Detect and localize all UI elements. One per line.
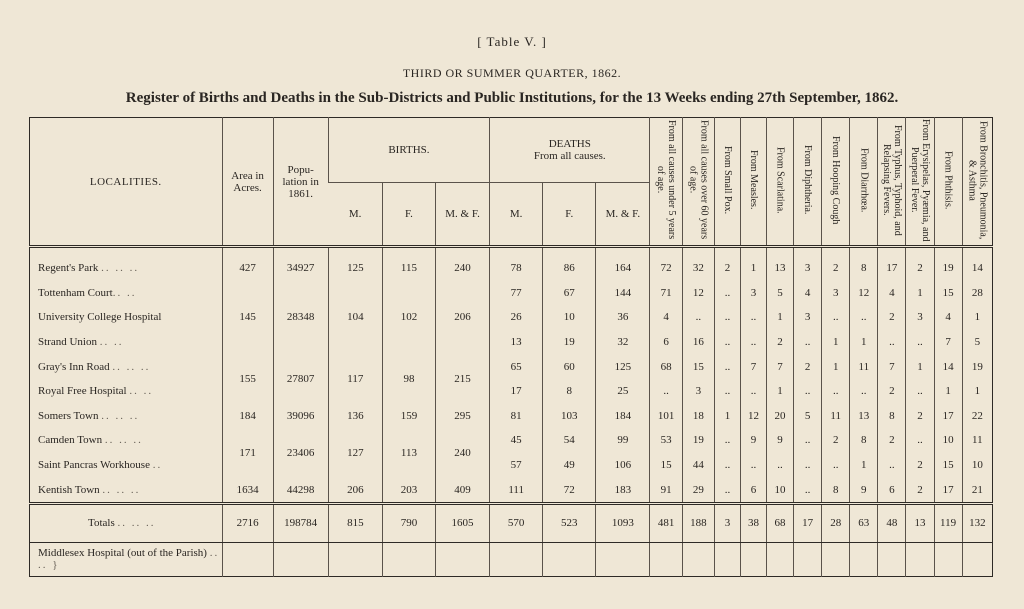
cause-cell: 7 bbox=[740, 354, 766, 379]
births-f-cell: 790 bbox=[382, 503, 435, 542]
empty-cell bbox=[794, 542, 822, 576]
births-m-header: M. bbox=[328, 183, 382, 247]
smallpox-header-text: From Small Pox. bbox=[721, 145, 733, 215]
localities-header: LOCALITIES. bbox=[30, 118, 223, 247]
scarlatina-header bbox=[767, 118, 794, 247]
cause-cell: 1 bbox=[740, 247, 766, 281]
deaths-f-cell: 49 bbox=[543, 453, 596, 478]
cause-cell: 15 bbox=[650, 453, 682, 478]
diphtheria-header bbox=[794, 118, 822, 247]
deaths-mf-cell: 184 bbox=[596, 404, 650, 429]
table-row bbox=[30, 281, 993, 306]
cause-cell: .. bbox=[794, 453, 822, 478]
empty-cell bbox=[906, 542, 934, 576]
table-row bbox=[30, 247, 993, 281]
cause-cell: 1 bbox=[850, 453, 878, 478]
locality-name: Gray's Inn Road .. .. .. bbox=[38, 360, 151, 373]
area-cell: 145 bbox=[222, 281, 273, 355]
deaths-f-cell: 86 bbox=[543, 247, 596, 281]
cause-cell: 15 bbox=[934, 453, 962, 478]
cause-cell: 119 bbox=[934, 503, 962, 542]
cause-cell: 10 bbox=[767, 477, 794, 503]
cause-cell: 6 bbox=[650, 330, 682, 355]
hooping-cough-header bbox=[822, 118, 850, 247]
deaths-m-cell: 111 bbox=[490, 477, 543, 503]
empty-cell bbox=[934, 542, 962, 576]
cause-cell: 1 bbox=[767, 379, 794, 404]
cause-cell: 1 bbox=[906, 281, 934, 306]
totals-row bbox=[30, 503, 993, 542]
cause-cell: .. bbox=[714, 379, 740, 404]
cause-cell: 12 bbox=[850, 281, 878, 306]
bronchitis-header bbox=[962, 118, 992, 247]
locality-name: Royal Free Hospital .. .. bbox=[38, 385, 154, 398]
cause-cell: .. bbox=[714, 477, 740, 503]
locality-name: Strand Union .. .. bbox=[38, 336, 124, 349]
cause-cell: 14 bbox=[962, 247, 992, 281]
over60-header-text: From all causes over 60 years of age. bbox=[687, 120, 710, 240]
bronchitis-header-text: From Bronchitis, Pneumonia, & Asthma bbox=[966, 120, 989, 240]
cause-cell: 38 bbox=[740, 503, 766, 542]
deaths-mf-cell: 164 bbox=[596, 247, 650, 281]
births-mf-cell: 295 bbox=[435, 404, 489, 429]
scarlatina-header-text: From Scarlatina. bbox=[774, 146, 786, 214]
cause-cell: 3 bbox=[740, 281, 766, 306]
cause-cell: 5 bbox=[767, 281, 794, 306]
cause-cell: 11 bbox=[822, 404, 850, 429]
deaths-header-line1: DEATHS bbox=[548, 138, 591, 150]
locality-name: Regent's Park .. .. .. bbox=[38, 262, 140, 275]
cause-cell: 17 bbox=[934, 404, 962, 429]
cause-cell: 1 bbox=[822, 330, 850, 355]
cause-cell: 15 bbox=[682, 354, 714, 379]
cause-cell: 19 bbox=[962, 354, 992, 379]
cause-cell: 6 bbox=[740, 477, 766, 503]
typhus-header-text: From Typhus, Typhoid, and Relapsing Fevers. bbox=[880, 124, 903, 236]
cause-cell: 2 bbox=[878, 379, 906, 404]
empty-cell bbox=[650, 542, 682, 576]
deaths-m-cell: 17 bbox=[490, 379, 543, 404]
cause-cell: .. bbox=[714, 453, 740, 478]
cause-cell: .. bbox=[740, 379, 766, 404]
empty-cell bbox=[273, 542, 328, 576]
cause-cell: 9 bbox=[850, 477, 878, 503]
cause-cell: 19 bbox=[682, 428, 714, 453]
deaths-f-cell: 60 bbox=[543, 354, 596, 379]
cause-cell: 188 bbox=[682, 503, 714, 542]
area-cell: 155 bbox=[222, 354, 273, 403]
births-f-cell: 98 bbox=[382, 354, 435, 403]
deaths-mf-cell: 36 bbox=[596, 305, 650, 330]
cause-cell: 20 bbox=[767, 404, 794, 429]
deaths-f-cell: 54 bbox=[543, 428, 596, 453]
cause-cell: .. bbox=[822, 379, 850, 404]
cause-cell: .. bbox=[714, 305, 740, 330]
register-table bbox=[29, 117, 993, 577]
cause-cell: 3 bbox=[794, 247, 822, 281]
cause-cell: 63 bbox=[850, 503, 878, 542]
cause-cell: 2 bbox=[794, 354, 822, 379]
cause-cell: .. bbox=[794, 330, 822, 355]
births-mf-cell: 240 bbox=[435, 247, 489, 281]
cause-cell: .. bbox=[878, 453, 906, 478]
deaths-m-cell: 570 bbox=[490, 503, 543, 542]
cause-cell: 13 bbox=[767, 247, 794, 281]
area-cell: 1634 bbox=[222, 477, 273, 503]
births-m-cell: 104 bbox=[328, 281, 382, 355]
deaths-mf-cell: 106 bbox=[596, 453, 650, 478]
cause-cell: 16 bbox=[682, 330, 714, 355]
population-cell: 39096 bbox=[273, 404, 328, 429]
deaths-header-line2: From all causes. bbox=[533, 150, 606, 162]
diphtheria-header-text: From Diphtheria. bbox=[802, 145, 814, 215]
cause-cell: 3 bbox=[822, 281, 850, 306]
middlesex-row bbox=[30, 542, 993, 576]
cause-cell: 71 bbox=[650, 281, 682, 306]
population-cell: 44298 bbox=[273, 477, 328, 503]
totals-label: Totals .. .. .. bbox=[30, 503, 223, 542]
deaths-mf-cell: 25 bbox=[596, 379, 650, 404]
deaths-f-header: F. bbox=[543, 183, 596, 247]
cause-cell: 2 bbox=[878, 428, 906, 453]
births-m-cell: 136 bbox=[328, 404, 382, 429]
births-mf-header: M. & F. bbox=[435, 183, 489, 247]
deaths-m-cell: 81 bbox=[490, 404, 543, 429]
population-cell: 27807 bbox=[273, 354, 328, 403]
cause-cell: 29 bbox=[682, 477, 714, 503]
deaths-m-cell: 65 bbox=[490, 354, 543, 379]
empty-cell bbox=[490, 542, 543, 576]
deaths-header bbox=[490, 118, 650, 183]
deaths-mf-header: M. & F. bbox=[596, 183, 650, 247]
phthisis-header bbox=[934, 118, 962, 247]
table-row bbox=[30, 453, 993, 478]
cause-cell: 2 bbox=[714, 247, 740, 281]
cause-cell: 17 bbox=[878, 247, 906, 281]
births-f-cell: 159 bbox=[382, 404, 435, 429]
deaths-f-cell: 103 bbox=[543, 404, 596, 429]
cause-cell: 1 bbox=[822, 354, 850, 379]
under5-header bbox=[650, 118, 682, 247]
cause-cell: 481 bbox=[650, 503, 682, 542]
cause-cell: .. bbox=[714, 330, 740, 355]
cause-cell: 91 bbox=[650, 477, 682, 503]
cause-cell: 3 bbox=[714, 503, 740, 542]
cause-cell: 48 bbox=[878, 503, 906, 542]
empty-cell bbox=[878, 542, 906, 576]
cause-cell: .. bbox=[682, 305, 714, 330]
table-row bbox=[30, 379, 993, 404]
locality-name: University College Hospital bbox=[38, 311, 162, 324]
empty-cell bbox=[822, 542, 850, 576]
births-f-cell: 102 bbox=[382, 281, 435, 355]
births-m-cell: 117 bbox=[328, 354, 382, 403]
deaths-f-cell: 72 bbox=[543, 477, 596, 503]
empty-cell bbox=[714, 542, 740, 576]
table-row bbox=[30, 330, 993, 355]
cause-cell: .. bbox=[878, 330, 906, 355]
births-mf-cell: 1605 bbox=[435, 503, 489, 542]
locality-name: Kentish Town .. .. .. bbox=[38, 483, 141, 496]
cause-cell: 7 bbox=[934, 330, 962, 355]
cause-cell: 68 bbox=[650, 354, 682, 379]
locality-name: Somers Town .. .. .. bbox=[38, 409, 140, 422]
cause-cell: .. bbox=[794, 477, 822, 503]
cause-cell: 1 bbox=[850, 330, 878, 355]
cause-cell: .. bbox=[850, 305, 878, 330]
cause-cell: 9 bbox=[767, 428, 794, 453]
empty-cell bbox=[382, 542, 435, 576]
cause-cell: .. bbox=[906, 379, 934, 404]
area-cell: 2716 bbox=[222, 503, 273, 542]
cause-cell: 15 bbox=[934, 281, 962, 306]
deaths-mf-cell: 183 bbox=[596, 477, 650, 503]
cause-cell: .. bbox=[906, 330, 934, 355]
cause-cell: .. bbox=[740, 305, 766, 330]
cause-cell: .. bbox=[714, 354, 740, 379]
cause-cell: .. bbox=[794, 428, 822, 453]
cause-cell: 28 bbox=[962, 281, 992, 306]
locality-name: Tottenham Court.. .. bbox=[38, 286, 137, 299]
deaths-f-cell: 19 bbox=[543, 330, 596, 355]
births-m-cell: 815 bbox=[328, 503, 382, 542]
empty-cell bbox=[222, 542, 273, 576]
deaths-m-cell: 13 bbox=[490, 330, 543, 355]
cause-cell: 1 bbox=[934, 379, 962, 404]
population-cell: 198784 bbox=[273, 503, 328, 542]
population-cell: 34927 bbox=[273, 247, 328, 281]
cause-cell: 4 bbox=[794, 281, 822, 306]
measles-header-text: From Measles. bbox=[747, 150, 759, 210]
births-f-cell: 115 bbox=[382, 247, 435, 281]
cause-cell: 2 bbox=[767, 330, 794, 355]
cause-cell: 19 bbox=[934, 247, 962, 281]
diarrhoea-header bbox=[850, 118, 878, 247]
cause-cell: 11 bbox=[962, 428, 992, 453]
table-row bbox=[30, 404, 993, 429]
empty-cell bbox=[596, 542, 650, 576]
deaths-m-cell: 57 bbox=[490, 453, 543, 478]
typhus-header bbox=[878, 118, 906, 247]
hooping-cough-header-text: From Hooping Cough bbox=[830, 135, 842, 225]
erysipelas-header bbox=[906, 118, 934, 247]
cause-cell: 1 bbox=[906, 354, 934, 379]
births-mf-cell: 206 bbox=[435, 281, 489, 355]
cause-cell: 1 bbox=[714, 404, 740, 429]
cause-cell: 4 bbox=[934, 305, 962, 330]
deaths-m-header: M. bbox=[490, 183, 543, 247]
births-m-cell: 127 bbox=[328, 428, 382, 477]
cause-cell: 2 bbox=[906, 404, 934, 429]
population-cell: 23406 bbox=[273, 428, 328, 477]
births-m-cell: 125 bbox=[328, 247, 382, 281]
cause-cell: .. bbox=[740, 330, 766, 355]
cause-cell: 7 bbox=[878, 354, 906, 379]
births-header: BIRTHS. bbox=[328, 118, 489, 183]
deaths-f-cell: 8 bbox=[543, 379, 596, 404]
cause-cell: 17 bbox=[934, 477, 962, 503]
births-f-cell: 203 bbox=[382, 477, 435, 503]
erysipelas-header-text: From Erysipelas, Pyæmia, and Puerperal Fever. bbox=[908, 118, 931, 242]
deaths-m-cell: 26 bbox=[490, 305, 543, 330]
births-f-header: F. bbox=[382, 183, 435, 247]
cause-cell: 18 bbox=[682, 404, 714, 429]
cause-cell: 12 bbox=[682, 281, 714, 306]
cause-cell: 28 bbox=[822, 503, 850, 542]
cause-cell: 10 bbox=[962, 453, 992, 478]
population-header: Popu- lation in 1861. bbox=[273, 118, 328, 247]
cause-cell: .. bbox=[850, 379, 878, 404]
empty-cell bbox=[767, 542, 794, 576]
deaths-f-cell: 523 bbox=[543, 503, 596, 542]
cause-cell: 3 bbox=[906, 305, 934, 330]
smallpox-header bbox=[714, 118, 740, 247]
cause-cell: 1 bbox=[962, 379, 992, 404]
cause-cell: .. bbox=[822, 453, 850, 478]
births-mf-cell: 409 bbox=[435, 477, 489, 503]
cause-cell: 13 bbox=[906, 503, 934, 542]
cause-cell: 1 bbox=[962, 305, 992, 330]
empty-cell bbox=[682, 542, 714, 576]
cause-cell: .. bbox=[767, 453, 794, 478]
cause-cell: 72 bbox=[650, 247, 682, 281]
empty-cell bbox=[850, 542, 878, 576]
cause-cell: 2 bbox=[822, 247, 850, 281]
quarter-heading: THIRD OR SUMMER QUARTER, 1862. bbox=[402, 66, 622, 80]
empty-cell bbox=[962, 542, 992, 576]
cause-cell: .. bbox=[650, 379, 682, 404]
locality-name: Saint Pancras Workhouse .. bbox=[38, 459, 163, 472]
locality-name: Middlesex Hospital (out of the Parish) .. .. } bbox=[38, 547, 220, 572]
deaths-mf-cell: 144 bbox=[596, 281, 650, 306]
cause-cell: 101 bbox=[650, 404, 682, 429]
cause-cell: 1 bbox=[767, 305, 794, 330]
cause-cell: 2 bbox=[906, 453, 934, 478]
cause-cell: 4 bbox=[878, 281, 906, 306]
table-row bbox=[30, 354, 993, 379]
diarrhoea-header-text: From Diarrhœa. bbox=[858, 147, 870, 213]
cause-cell: 132 bbox=[962, 503, 992, 542]
births-m-cell: 206 bbox=[328, 477, 382, 503]
area-cell: 171 bbox=[222, 428, 273, 477]
deaths-m-cell: 78 bbox=[490, 247, 543, 281]
cause-cell: 10 bbox=[934, 428, 962, 453]
cause-cell: 2 bbox=[878, 305, 906, 330]
deaths-mf-cell: 125 bbox=[596, 354, 650, 379]
cause-cell: 3 bbox=[682, 379, 714, 404]
deaths-m-cell: 77 bbox=[490, 281, 543, 306]
cause-cell: 32 bbox=[682, 247, 714, 281]
cause-cell: 5 bbox=[794, 404, 822, 429]
cause-cell: 9 bbox=[740, 428, 766, 453]
cause-cell: 8 bbox=[850, 428, 878, 453]
cause-cell: 7 bbox=[767, 354, 794, 379]
cause-cell: 5 bbox=[962, 330, 992, 355]
cause-cell: 2 bbox=[822, 428, 850, 453]
births-mf-cell: 240 bbox=[435, 428, 489, 477]
measles-header bbox=[740, 118, 766, 247]
cause-cell: 13 bbox=[850, 404, 878, 429]
phthisis-header-text: From Phthisis. bbox=[942, 150, 954, 210]
empty-cell bbox=[740, 542, 766, 576]
cause-cell: 8 bbox=[850, 247, 878, 281]
cause-cell: .. bbox=[822, 305, 850, 330]
cause-cell: .. bbox=[714, 281, 740, 306]
area-cell: 184 bbox=[222, 404, 273, 429]
cause-cell: 6 bbox=[878, 477, 906, 503]
cause-cell: 8 bbox=[878, 404, 906, 429]
cause-cell: 8 bbox=[822, 477, 850, 503]
cause-cell: 53 bbox=[650, 428, 682, 453]
deaths-f-cell: 67 bbox=[543, 281, 596, 306]
empty-cell bbox=[543, 542, 596, 576]
table-row bbox=[30, 305, 993, 330]
cause-cell: .. bbox=[714, 428, 740, 453]
cause-cell: 2 bbox=[906, 477, 934, 503]
deaths-mf-cell: 32 bbox=[596, 330, 650, 355]
cause-cell: 3 bbox=[794, 305, 822, 330]
cause-cell: .. bbox=[794, 379, 822, 404]
cause-cell: 17 bbox=[794, 503, 822, 542]
over60-header bbox=[682, 118, 714, 247]
cause-cell: .. bbox=[906, 428, 934, 453]
under5-header-text: From all causes under 5 years of age. bbox=[655, 120, 678, 240]
cause-cell: 12 bbox=[740, 404, 766, 429]
area-cell: 427 bbox=[222, 247, 273, 281]
empty-cell bbox=[328, 542, 382, 576]
population-cell: 28348 bbox=[273, 281, 328, 355]
cause-cell: 14 bbox=[934, 354, 962, 379]
table-label: [ Table V. ] bbox=[477, 34, 547, 49]
area-header: Area in Acres. bbox=[222, 118, 273, 247]
cause-cell: 4 bbox=[650, 305, 682, 330]
deaths-f-cell: 10 bbox=[543, 305, 596, 330]
cause-cell: 11 bbox=[850, 354, 878, 379]
cause-cell: 68 bbox=[767, 503, 794, 542]
table-row bbox=[30, 477, 993, 503]
locality-name: Camden Town .. .. .. bbox=[38, 434, 143, 447]
deaths-mf-cell: 1093 bbox=[596, 503, 650, 542]
deaths-mf-cell: 99 bbox=[596, 428, 650, 453]
cause-cell: 2 bbox=[906, 247, 934, 281]
empty-cell bbox=[435, 542, 489, 576]
cause-cell: .. bbox=[740, 453, 766, 478]
births-mf-cell: 215 bbox=[435, 354, 489, 403]
table-title: Register of Births and Deaths in the Sub-Districts and Public Institutions, for the 13 Weeks ending 27th September, 1862. bbox=[125, 90, 899, 106]
cause-cell: 44 bbox=[682, 453, 714, 478]
deaths-m-cell: 45 bbox=[490, 428, 543, 453]
cause-cell: 21 bbox=[962, 477, 992, 503]
births-f-cell: 113 bbox=[382, 428, 435, 477]
table-row bbox=[30, 428, 993, 453]
cause-cell: 22 bbox=[962, 404, 992, 429]
